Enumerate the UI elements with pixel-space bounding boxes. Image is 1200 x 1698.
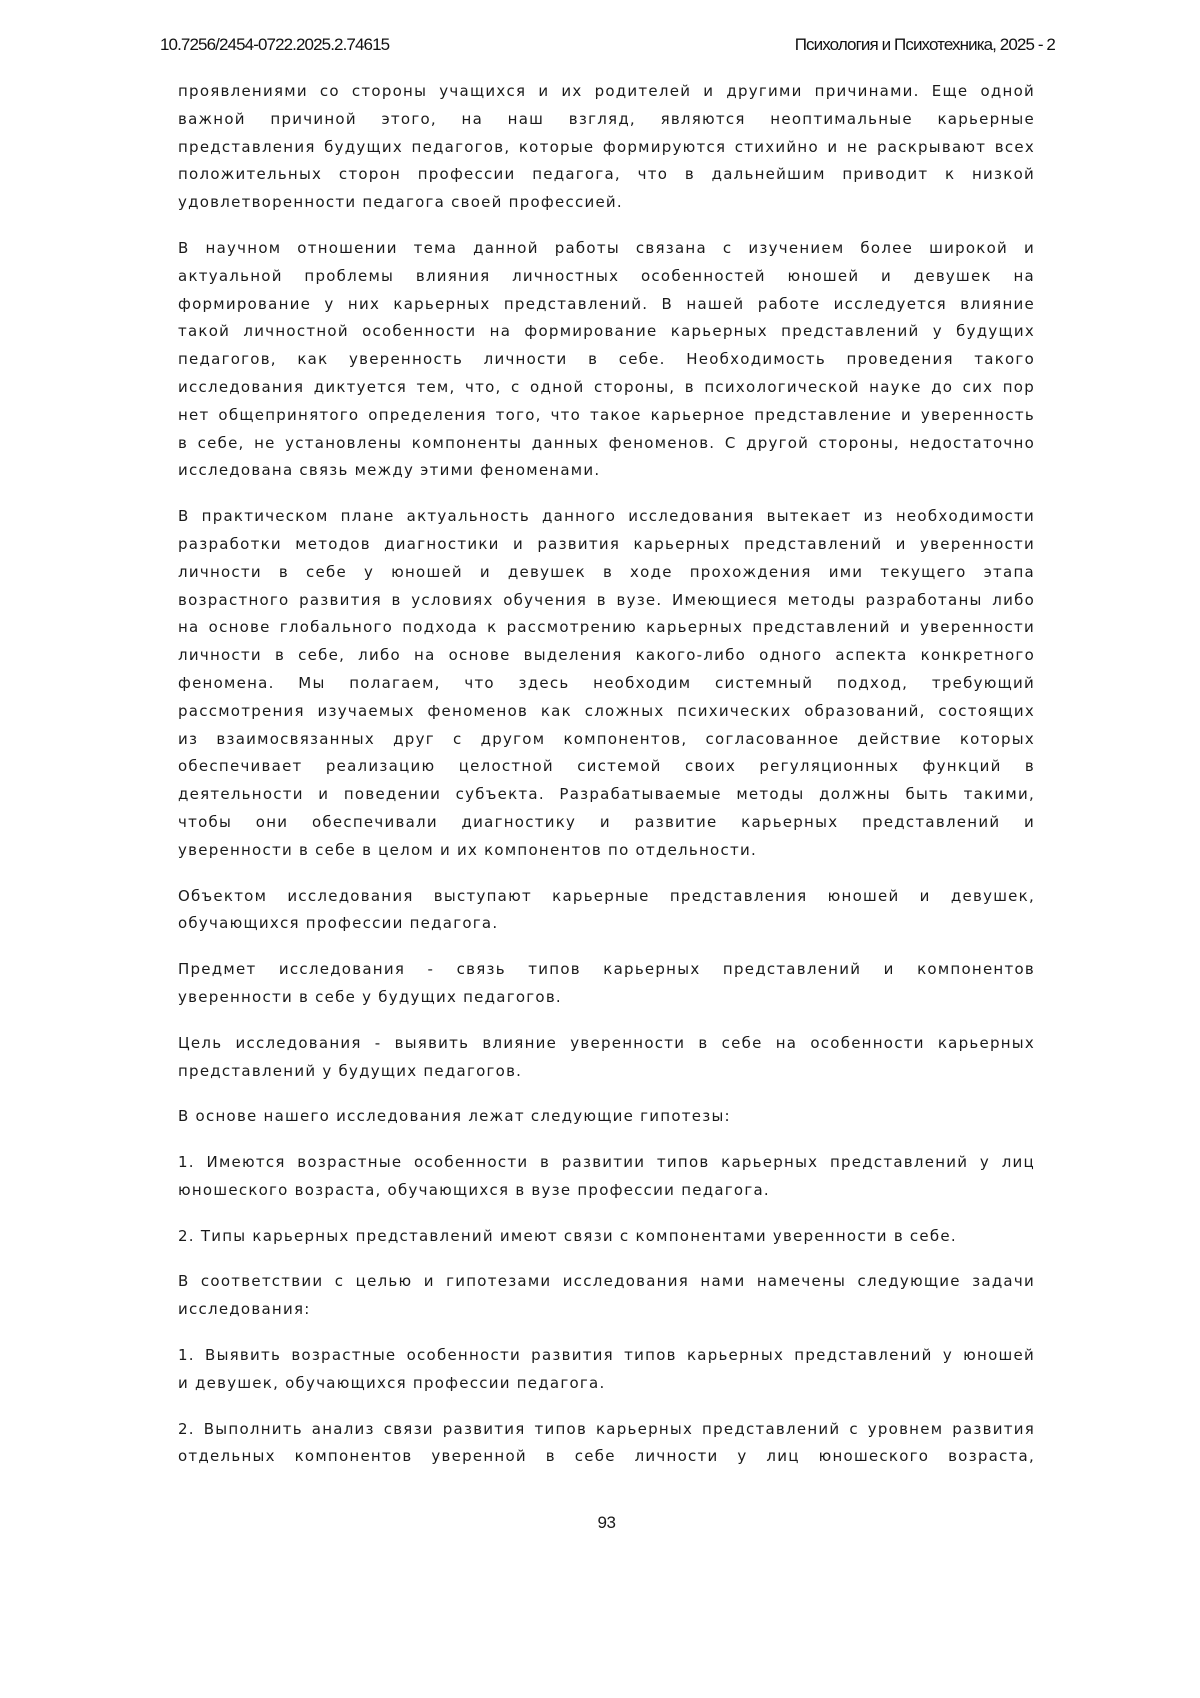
text-line: Цель исследования - выявить влияние уверенности в себе на особенности карьерных bbox=[178, 1033, 1035, 1052]
paragraph bbox=[178, 78, 1035, 217]
text-line: уверенности в себе у будущих педагогов. bbox=[178, 987, 562, 1006]
text-line: нет общепринятого определения того, что такое карьерное представление и уверенность bbox=[178, 405, 1035, 424]
text-line: юношеского возраста, обучающихся в вузе профессии педагога. bbox=[178, 1180, 770, 1199]
doi-header: 10.7256/2454-0722.2025.2.74615 bbox=[160, 35, 390, 54]
text-line: рассмотрения изучаемых феноменов как сложных психических образований, состоящих bbox=[178, 701, 1035, 720]
text-line: исследования: bbox=[178, 1300, 311, 1319]
text-line: положительных сторон профессии педагога, что в дальнейшим приводит к низкой bbox=[178, 165, 1035, 184]
paragraph bbox=[178, 1030, 1035, 1086]
text-line: представлений у будущих педагогов. bbox=[178, 1061, 523, 1080]
text-line: возрастного развития в условиях обучения в вузе. Имеющиеся методы разработаны либо bbox=[178, 590, 1035, 609]
text-line: чтобы они обеспечивали диагностику и развитие карьерных представлений и bbox=[178, 812, 1035, 831]
text-line: представления будущих педагогов, которые формируются стихийно и не раскрывают всех bbox=[178, 137, 1035, 156]
text-line: личности в себе у юношей и девушек в ходе прохождения ими текущего этапа bbox=[178, 562, 1035, 581]
journal-header: Психология и Психотехника, 2025 - 2 bbox=[794, 35, 1055, 54]
text-line: исследования диктуется тем, что, с одной стороны, в психологической науке до сих пор bbox=[178, 377, 1035, 396]
paragraph bbox=[178, 1342, 1035, 1398]
text-line: В научном отношении тема данной работы связана с изучением более широкой и bbox=[178, 238, 1035, 257]
text-line: 1. Имеются возрастные особенности в развитии типов карьерных представлений у лиц bbox=[178, 1153, 1035, 1172]
text-line: разработки методов диагностики и развития карьерных представлений и уверенности bbox=[178, 534, 1035, 553]
text-line: исследована связь между этими феноменами. bbox=[178, 461, 601, 480]
text-line: в себе, не установлены компоненты данных феноменов. С другой стороны, недостаточно bbox=[178, 433, 1035, 452]
article-body bbox=[178, 78, 1035, 1489]
paragraph bbox=[178, 1416, 1035, 1472]
text-line: такой личностной особенности на формирование карьерных представлений у будущих bbox=[178, 322, 1035, 341]
paragraph bbox=[178, 503, 1035, 864]
paragraph bbox=[178, 956, 1035, 1012]
paragraph bbox=[178, 883, 1035, 939]
text-line: деятельности и поведении субъекта. Разрабатываемые методы должны быть такими, bbox=[178, 785, 1035, 804]
text-line: 2. Выполнить анализ связи развития типов карьерных представлений с уровнем развития bbox=[178, 1419, 1035, 1438]
text-line: удовлетворенности педагога своей профессией. bbox=[178, 193, 623, 212]
text-line: В соответствии с целью и гипотезами исследования нами намечены следующие задачи bbox=[178, 1272, 1035, 1291]
text-line: 2. Типы карьерных представлений имеют связи с компонентами уверенности в себе. bbox=[178, 1226, 957, 1245]
text-line: и девушек, обучающихся профессии педагога. bbox=[178, 1373, 606, 1392]
text-line: феномена. Мы полагаем, что здесь необходим системный подход, требующий bbox=[178, 673, 1035, 692]
text-line: педагогов, как уверенность личности в себе. Необходимость проведения такого bbox=[178, 350, 1035, 369]
paragraph bbox=[178, 1103, 1035, 1131]
text-line: на основе глобального подхода к рассмотрению карьерных представлений и уверенности bbox=[178, 618, 1035, 637]
text-line: Предмет исследования - связь типов карьерных представлений и компонентов bbox=[178, 960, 1035, 979]
text-line: Объектом исследования выступают карьерные представления юношей и девушек, bbox=[178, 886, 1035, 905]
text-line: отдельных компонентов уверенной в себе личности у лиц юношеского возраста, bbox=[178, 1447, 1035, 1466]
text-line: формирование у них карьерных представлений. В нашей работе исследуется влияние bbox=[178, 294, 1035, 313]
paragraph bbox=[178, 235, 1035, 485]
text-line: важной причиной этого, на наш взгляд, являются неоптимальные карьерные bbox=[178, 109, 1035, 128]
text-line: 1. Выявить возрастные особенности развития типов карьерных представлений у юношей bbox=[178, 1346, 1035, 1365]
paragraph bbox=[178, 1149, 1035, 1205]
text-line: из взаимосвязанных друг с другом компонентов, согласованное действие которых bbox=[178, 729, 1035, 748]
paragraph bbox=[178, 1268, 1035, 1324]
page-number: 93 bbox=[597, 1513, 616, 1532]
paragraph bbox=[178, 1223, 1035, 1251]
text-line: уверенности в себе в целом и их компонентов по отдельности. bbox=[178, 840, 757, 859]
text-line: В практическом плане актуальность данного исследования вытекает из необходимости bbox=[178, 507, 1035, 526]
text-line: актуальной проблемы влияния личностных особенностей юношей и девушек на bbox=[178, 266, 1035, 285]
text-line: обеспечивает реализацию целостной системой своих регуляционных функций в bbox=[178, 757, 1035, 776]
text-line: обучающихся профессии педагога. bbox=[178, 914, 499, 933]
text-line: личности в себе, либо на основе выделения какого-либо одного аспекта конкретного bbox=[178, 646, 1035, 665]
text-line: В основе нашего исследования лежат следующие гипотезы: bbox=[178, 1107, 731, 1126]
text-line: проявлениями со стороны учащихся и их родителей и другими причинами. Еще одной bbox=[178, 82, 1035, 100]
